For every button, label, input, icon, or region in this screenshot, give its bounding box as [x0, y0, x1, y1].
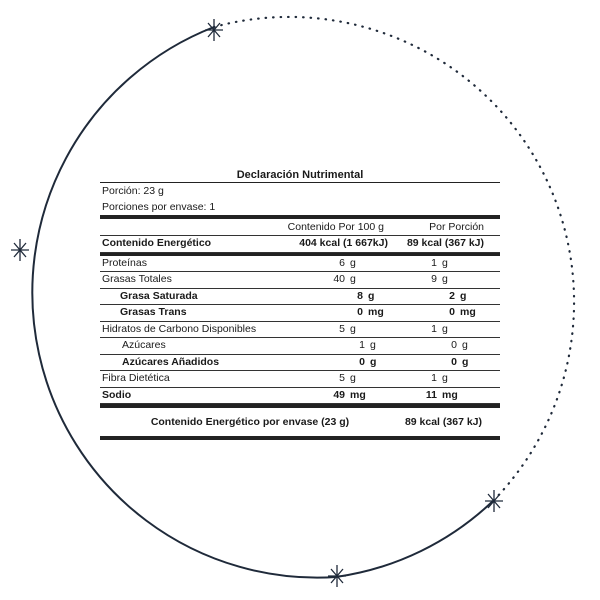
nutrient-row: [100, 256, 500, 273]
nutrient-name: Azúcares Añadidos: [122, 355, 220, 368]
nutrient-row: [100, 338, 500, 355]
nutrient-row: [100, 289, 500, 306]
nutrient-value-per100: 0: [357, 306, 363, 318]
nutrient-value-per100: 5: [339, 372, 345, 384]
nutrient-row: [100, 305, 500, 322]
nutrient-value-perserving: 11: [425, 388, 437, 401]
nutrient-row: [100, 388, 500, 405]
energy-per100: 404 kcal (1 667kJ): [299, 237, 388, 249]
nutrient-row: [100, 272, 500, 289]
portion-text: Porción: 23 g: [102, 185, 164, 197]
nutrient-value-perserving: 9: [431, 273, 437, 285]
nutrient-unit-perserving: g: [442, 256, 448, 269]
footer-row: [100, 408, 500, 436]
nutrient-value-perserving: 1: [431, 372, 437, 384]
nutrient-row: [100, 322, 500, 339]
nutrient-rows: [100, 256, 500, 405]
nutrient-unit-perserving: g: [460, 289, 467, 302]
nutrient-value-perserving: 0: [449, 306, 455, 318]
column-header-per100: Contenido Por 100 g: [287, 221, 384, 233]
ring-dotted-arc-bottom: [336, 500, 494, 577]
nutrient-value-per100: 6: [339, 256, 345, 269]
label-title: Declaración Nutrimental: [236, 169, 364, 181]
column-header-perserving: Por Porción: [429, 221, 484, 233]
servings-text: Porciones por envase: 1: [102, 201, 216, 213]
nutrient-row: [100, 371, 500, 388]
nutrient-unit-per100: g: [350, 256, 356, 269]
nutrient-unit-perserving: mg: [460, 306, 476, 318]
nutrient-unit-perserving: mg: [442, 388, 458, 401]
nutrient-row: [100, 355, 500, 372]
nutrient-value-per100: 49: [333, 388, 345, 401]
nutrient-unit-per100: g: [350, 372, 356, 384]
star-icon: [11, 239, 29, 261]
nutrient-name: Grasas Totales: [102, 273, 172, 285]
nutrient-unit-perserving: g: [462, 339, 468, 351]
nutrient-name: Hidratos de Carbono Disponibles: [102, 322, 257, 335]
energy-perserving: 89 kcal (367 kJ): [406, 237, 484, 249]
nutrient-name: Grasa Saturada: [120, 289, 198, 302]
nutrient-value-perserving: 2: [449, 289, 455, 302]
nutrient-name: Grasas Trans: [120, 306, 187, 318]
nutrient-value-per100: 0: [359, 355, 365, 368]
column-header-row: [100, 219, 500, 236]
nutrient-value-per100: 40: [333, 273, 345, 285]
nutrient-unit-per100: g: [350, 322, 356, 335]
nutrient-unit-perserving: g: [462, 355, 469, 368]
nutrient-unit-per100: g: [350, 273, 356, 285]
energy-label: Contenido Energético: [102, 237, 212, 249]
nutrient-value-perserving: 0: [451, 339, 457, 351]
nutrient-value-per100: 1: [359, 339, 365, 351]
nutrient-name: Azúcares: [122, 339, 166, 351]
nutrient-name: Sodio: [102, 388, 132, 401]
nutrient-unit-per100: g: [370, 355, 377, 368]
nutrient-name: Fibra Dietética: [102, 372, 170, 384]
nutrient-value-perserving: 0: [451, 355, 457, 368]
nutrition-label: [100, 168, 500, 440]
footer-label: Contenido Energético por envase (23 g): [150, 415, 350, 428]
nutrient-unit-per100: g: [368, 289, 375, 302]
nutrient-value-per100: 8: [357, 289, 363, 302]
star-icon: [485, 490, 503, 512]
nutrient-value-per100: 5: [339, 322, 345, 335]
nutrient-unit-per100: g: [370, 339, 376, 351]
nutrient-value-perserving: 1: [431, 256, 437, 269]
star-icon: [205, 19, 223, 41]
nutrient-value-perserving: 1: [431, 322, 437, 335]
nutrient-unit-per100: mg: [350, 388, 366, 401]
nutrient-unit-perserving: g: [442, 273, 448, 285]
thick-rule: [100, 436, 500, 440]
nutrient-unit-per100: mg: [368, 306, 384, 318]
nutrient-unit-perserving: g: [442, 372, 448, 384]
star-icon: [328, 565, 346, 587]
footer-value: 89 kcal (367 kJ): [404, 415, 482, 428]
nutrient-name: Proteínas: [102, 256, 147, 269]
energy-row: [100, 236, 500, 253]
nutrient-unit-perserving: g: [442, 322, 448, 335]
